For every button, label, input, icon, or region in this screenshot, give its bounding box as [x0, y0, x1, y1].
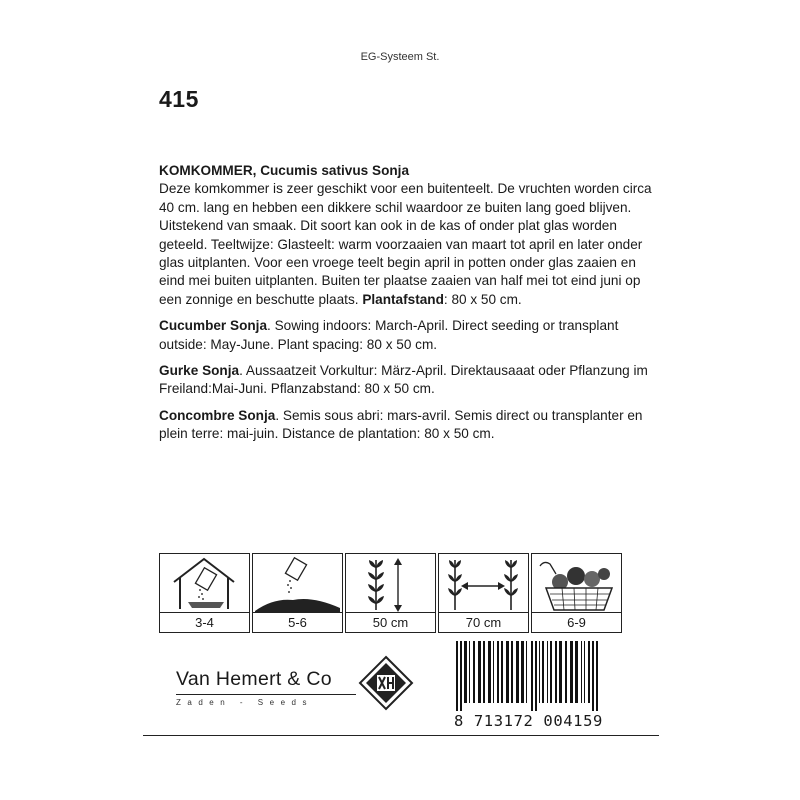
english-body: . Sowing indoors: March-April. Direct seeding or transplant outside: May-June. Plant spacing: 80 x 50 cm. [159, 318, 619, 352]
icon-label-plant-spacing: 70 cm [465, 615, 502, 630]
harvest-basket-icon [532, 554, 621, 614]
german-paragraph [159, 362, 659, 399]
barcode-bar [488, 641, 491, 703]
barcode-bar [456, 641, 458, 711]
sow-outdoors-icon [253, 554, 342, 614]
barcode-bar [596, 641, 598, 711]
icon-label-sow-indoors: 3-4 [195, 615, 214, 630]
brand-emblem-icon [358, 655, 414, 716]
icon-box-harvest [531, 553, 622, 633]
barcode-bar [588, 641, 590, 703]
brand-tagline: Zaden - Seeds [176, 698, 313, 707]
barcode-bar [547, 641, 548, 703]
barcode-bar [535, 641, 537, 711]
english-name: Cucumber Sonja [159, 318, 268, 334]
barcode-bar [478, 641, 481, 703]
barcode-bar [501, 641, 503, 703]
barcode-bar [575, 641, 578, 703]
dutch-spacing-label: Plantafstand [362, 291, 444, 307]
dutch-paragraph [159, 162, 659, 309]
plant-height-icon [346, 554, 435, 614]
barcode-bar [497, 641, 499, 703]
icon-box-plant-spacing [438, 553, 529, 633]
icon-label-harvest: 6-9 [567, 615, 586, 630]
plant-spacing-icon [439, 554, 528, 614]
barcode-digits: 8 713172 004159 [454, 712, 603, 730]
barcode-bar [516, 641, 519, 703]
brand-name: Van Hemert & Co [176, 668, 332, 690]
barcode-bar [464, 641, 467, 703]
barcode-bar [581, 641, 582, 703]
barcode-bar [531, 641, 533, 711]
barcode-bar [559, 641, 562, 703]
brand-logo [176, 668, 356, 707]
barcode-bar [493, 641, 494, 703]
barcode-bar [592, 641, 594, 711]
barcode-bar [511, 641, 513, 703]
barcode-bar [460, 641, 462, 711]
english-paragraph [159, 317, 659, 354]
barcode-bar [506, 641, 509, 703]
german-body: . Aussaatzeit Vorkultur: März-April. Direktausaaat oder Pflanzung im Freiland:Mai-Juni. Pflanzabstand: 80 x 50 cm. [159, 363, 648, 397]
barcode-bar [565, 641, 567, 703]
barcode-bar [570, 641, 573, 703]
french-name: Concombre Sonja [159, 407, 276, 423]
icon-box-sow-indoors [159, 553, 250, 633]
icon-box-sow-outdoors [252, 553, 343, 633]
icon-label-sow-outdoors: 5-6 [288, 615, 307, 630]
german-name: Gurke Sonja [159, 363, 240, 379]
cultivation-icons [159, 553, 624, 633]
french-paragraph [159, 407, 659, 444]
dutch-title: KOMKOMMER, Cucumis sativus Sonja [159, 163, 410, 178]
dutch-body: Deze komkommer is zeer geschikt voor een buitenteelt. De vruchten worden circa 40 cm. lang en hebben een dikkere schil waardoor ze buiten lang goed blijven. Uitstekend van smaak. Dit soort kan ook in de kas of onder plat glas worden geteeld. Teeltwijze: Glasteelt: warm voorzaaien van maart tot april en later onder glas uitplanten. Voor een vroege teelt begin april in potten onder glas zaaien en eind mei buiten uitplanten. Buiten ter plaatse zaaien van half mei tot eind juni op een zonnige en beschutte plaats. [159, 181, 652, 307]
barcode-bar [526, 641, 527, 703]
barcode-bar [539, 641, 540, 703]
dutch-spacing-value: : 80 x 50 cm. [443, 291, 522, 307]
icon-box-plant-height [345, 553, 436, 633]
barcode-bar [483, 641, 485, 703]
article-number: 415 [159, 86, 199, 112]
barcode-bar [555, 641, 557, 703]
sow-indoors-icon [160, 554, 249, 614]
barcode-bar [521, 641, 524, 703]
icon-label-plant-height: 50 cm [372, 615, 409, 630]
barcode-bar [473, 641, 475, 703]
barcode-bar [542, 641, 544, 703]
product-barcode [454, 641, 644, 730]
eg-system-label: EG-Systeem St. [360, 51, 440, 63]
bottom-divider [143, 735, 659, 736]
barcode-bar [550, 641, 552, 703]
barcode-bar [584, 641, 585, 703]
brand-rule [176, 694, 356, 695]
description-block [159, 162, 659, 452]
french-body: . Semis sous abri: mars-avril. Semis direct ou transplanter en plein terre: mai-juin. Distance de plantation: 80 x 50 cm. [159, 407, 643, 442]
barcode-bar [469, 641, 470, 703]
